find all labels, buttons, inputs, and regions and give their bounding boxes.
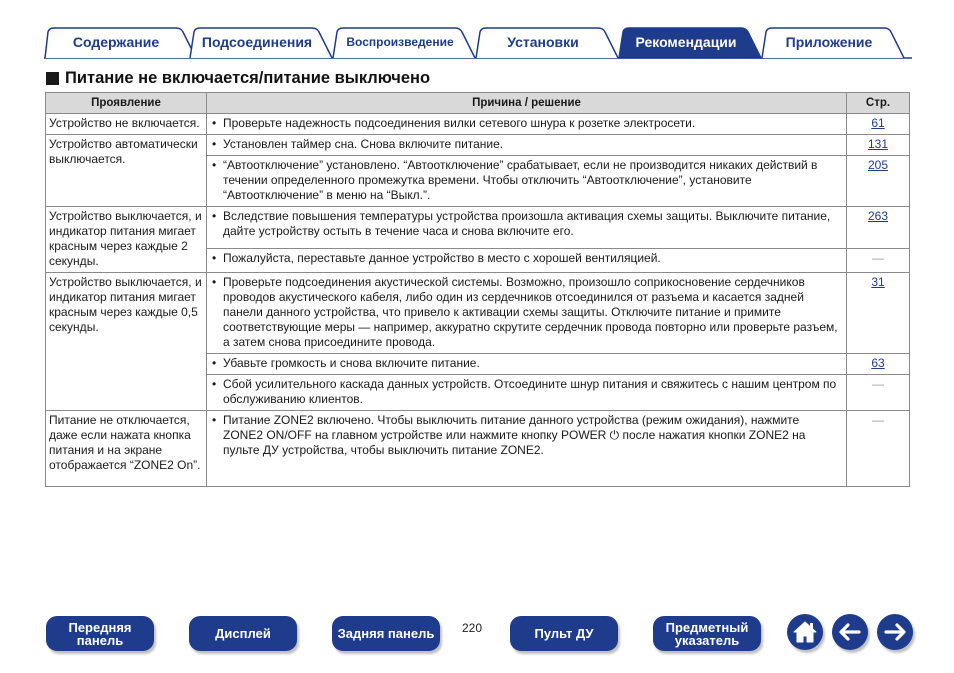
display-button[interactable]: Дисплей xyxy=(189,616,297,651)
page-link[interactable]: 31 xyxy=(871,275,885,289)
page-title: Питание не включается/питание выключено xyxy=(65,68,431,87)
page-link[interactable]: 61 xyxy=(871,116,885,130)
page-dash: — xyxy=(872,413,884,427)
cause-cell xyxy=(207,156,847,207)
front-panel-button[interactable]: Передняя панель xyxy=(46,616,154,651)
tab-connections[interactable]: Подсоединения xyxy=(201,34,313,50)
header-page: Стр. xyxy=(847,93,910,114)
cause-cell xyxy=(207,354,847,375)
cause-cell xyxy=(207,135,847,156)
page-link[interactable]: 205 xyxy=(867,158,889,172)
heading-square-icon xyxy=(46,72,59,85)
page-cell xyxy=(847,411,910,487)
symptom-cell: Устройство выключается, и индикатор питания мигает красным через каждые 0,5 секунды. xyxy=(46,273,207,411)
bullet-icon: • xyxy=(212,356,217,370)
cause-text: Сбой усилительного каскада данных устройств. Отсоедините шнур питания и свяжитесь с нашим центром по обслуживанию клиентов. xyxy=(223,377,837,406)
table-row xyxy=(46,114,910,135)
troubleshooting-table xyxy=(45,92,910,487)
page-cell xyxy=(847,375,910,411)
bullet-icon: • xyxy=(212,377,217,391)
tab-playback[interactable]: Воспроизведение xyxy=(346,35,454,49)
table-row xyxy=(46,273,910,354)
page-cell xyxy=(847,273,910,354)
cause-cell xyxy=(207,248,847,272)
bullet-icon: • xyxy=(212,275,217,289)
page-cell xyxy=(847,248,910,272)
bullet-icon: • xyxy=(212,209,217,223)
forward-button[interactable] xyxy=(877,614,913,650)
remote-button[interactable]: Пульт ДУ xyxy=(510,616,618,651)
header-symptom: Проявление xyxy=(46,93,207,114)
symptom-cell: Устройство автоматически выключается. xyxy=(46,135,207,207)
cause-cell xyxy=(207,273,847,354)
cause-text: Установлен таймер сна. Снова включите питание. xyxy=(223,137,504,151)
bullet-icon: • xyxy=(212,413,217,427)
cause-text: Убавьте громкость и снова включите питание. xyxy=(223,356,480,370)
page-cell xyxy=(847,114,910,135)
symptom-cell: Питание не отключается, даже если нажата кнопка питания и на экране отображается “ZONE2 On”. xyxy=(46,411,207,487)
bullet-icon: • xyxy=(212,250,217,265)
header-cause: Причина / решение xyxy=(207,93,847,114)
page-link[interactable]: 63 xyxy=(871,356,885,370)
page-dash: — xyxy=(872,250,884,265)
page-link[interactable]: 263 xyxy=(867,209,889,223)
tab-bar xyxy=(44,27,912,62)
cause-text: Проверьте подсоединения акустической системы. Возможно, произошло соприкосновение сердечников проводов акустического кабеля, либо один из сердечников отсоединился от разъема и касается задней панели данного устройства, что привело к активации схемы защиты. Отключите питание и примите соответствующие меры — например, аккуратно скрутите сердечник провода повторно или проверьте разъем, а затем снова присоедините провода. xyxy=(223,275,838,349)
cause-text: “Автоотключение” установлено. “Автоотключение” срабатывает, если не производится никаких действий в течении определенного промежутка времени. Чтобы отключить “Автоотключение”, установите “Автоотключение” в меню на “Выкл.”. xyxy=(223,158,818,202)
table-row xyxy=(46,207,910,249)
page-cell xyxy=(847,156,910,207)
tab-appendix[interactable]: Приложение xyxy=(785,34,873,50)
tab-settings[interactable]: Установки xyxy=(507,34,579,50)
bullet-icon: • xyxy=(212,137,217,151)
cause-cell xyxy=(207,207,847,249)
bullet-icon: • xyxy=(212,116,217,130)
rear-panel-button[interactable]: Задняя панель xyxy=(332,616,440,651)
page-dash: — xyxy=(872,377,884,391)
page-number: 220 xyxy=(462,621,483,635)
tab-tips[interactable]: Рекомендации xyxy=(635,34,737,50)
table-header-row xyxy=(46,93,910,114)
arrow-left-icon xyxy=(837,619,863,645)
cause-cell xyxy=(207,375,847,411)
page-cell xyxy=(847,207,910,249)
section-heading xyxy=(46,68,430,88)
cause-cell xyxy=(207,114,847,135)
back-button[interactable] xyxy=(832,614,868,650)
cause-cell xyxy=(207,411,847,487)
bullet-icon: • xyxy=(212,158,217,172)
cause-text: Вследствие повышения температуры устройства произошла активация схемы защиты. Выключите питание, дайте устройству остыть в течение часа и снова включите его. xyxy=(223,209,831,238)
table-row xyxy=(46,411,910,487)
cause-text: Пожалуйста, переставьте данное устройство в место с хорошей вентиляцией. xyxy=(223,250,661,265)
symptom-cell: Устройство не включается. xyxy=(46,114,207,135)
home-icon xyxy=(792,619,818,645)
symptom-cell: Устройство выключается, и индикатор питания мигает красным через каждые 2 секунды. xyxy=(46,207,207,273)
cause-text: Питание ZONE2 включено. Чтобы выключить питание данного устройства (режим ожидания), нажмите ZONE2 ON/OFF на главном устройстве или нажмите кнопку POWER ⏻ после нажатия кнопки ZONE2 на пульте ДУ устройства, чтобы выключить питание ZONE2. xyxy=(223,413,806,457)
page-cell xyxy=(847,354,910,375)
cause-text: Проверьте надежность подсоединения вилки сетевого шнура к розетке электросети. xyxy=(223,116,696,130)
table-row xyxy=(46,135,910,156)
index-button[interactable]: Предметный указатель xyxy=(653,616,761,651)
page-link[interactable]: 131 xyxy=(867,137,889,151)
tab-contents[interactable]: Содержание xyxy=(72,34,160,50)
home-button[interactable] xyxy=(787,614,823,650)
page-cell xyxy=(847,135,910,156)
arrow-right-icon xyxy=(882,619,908,645)
